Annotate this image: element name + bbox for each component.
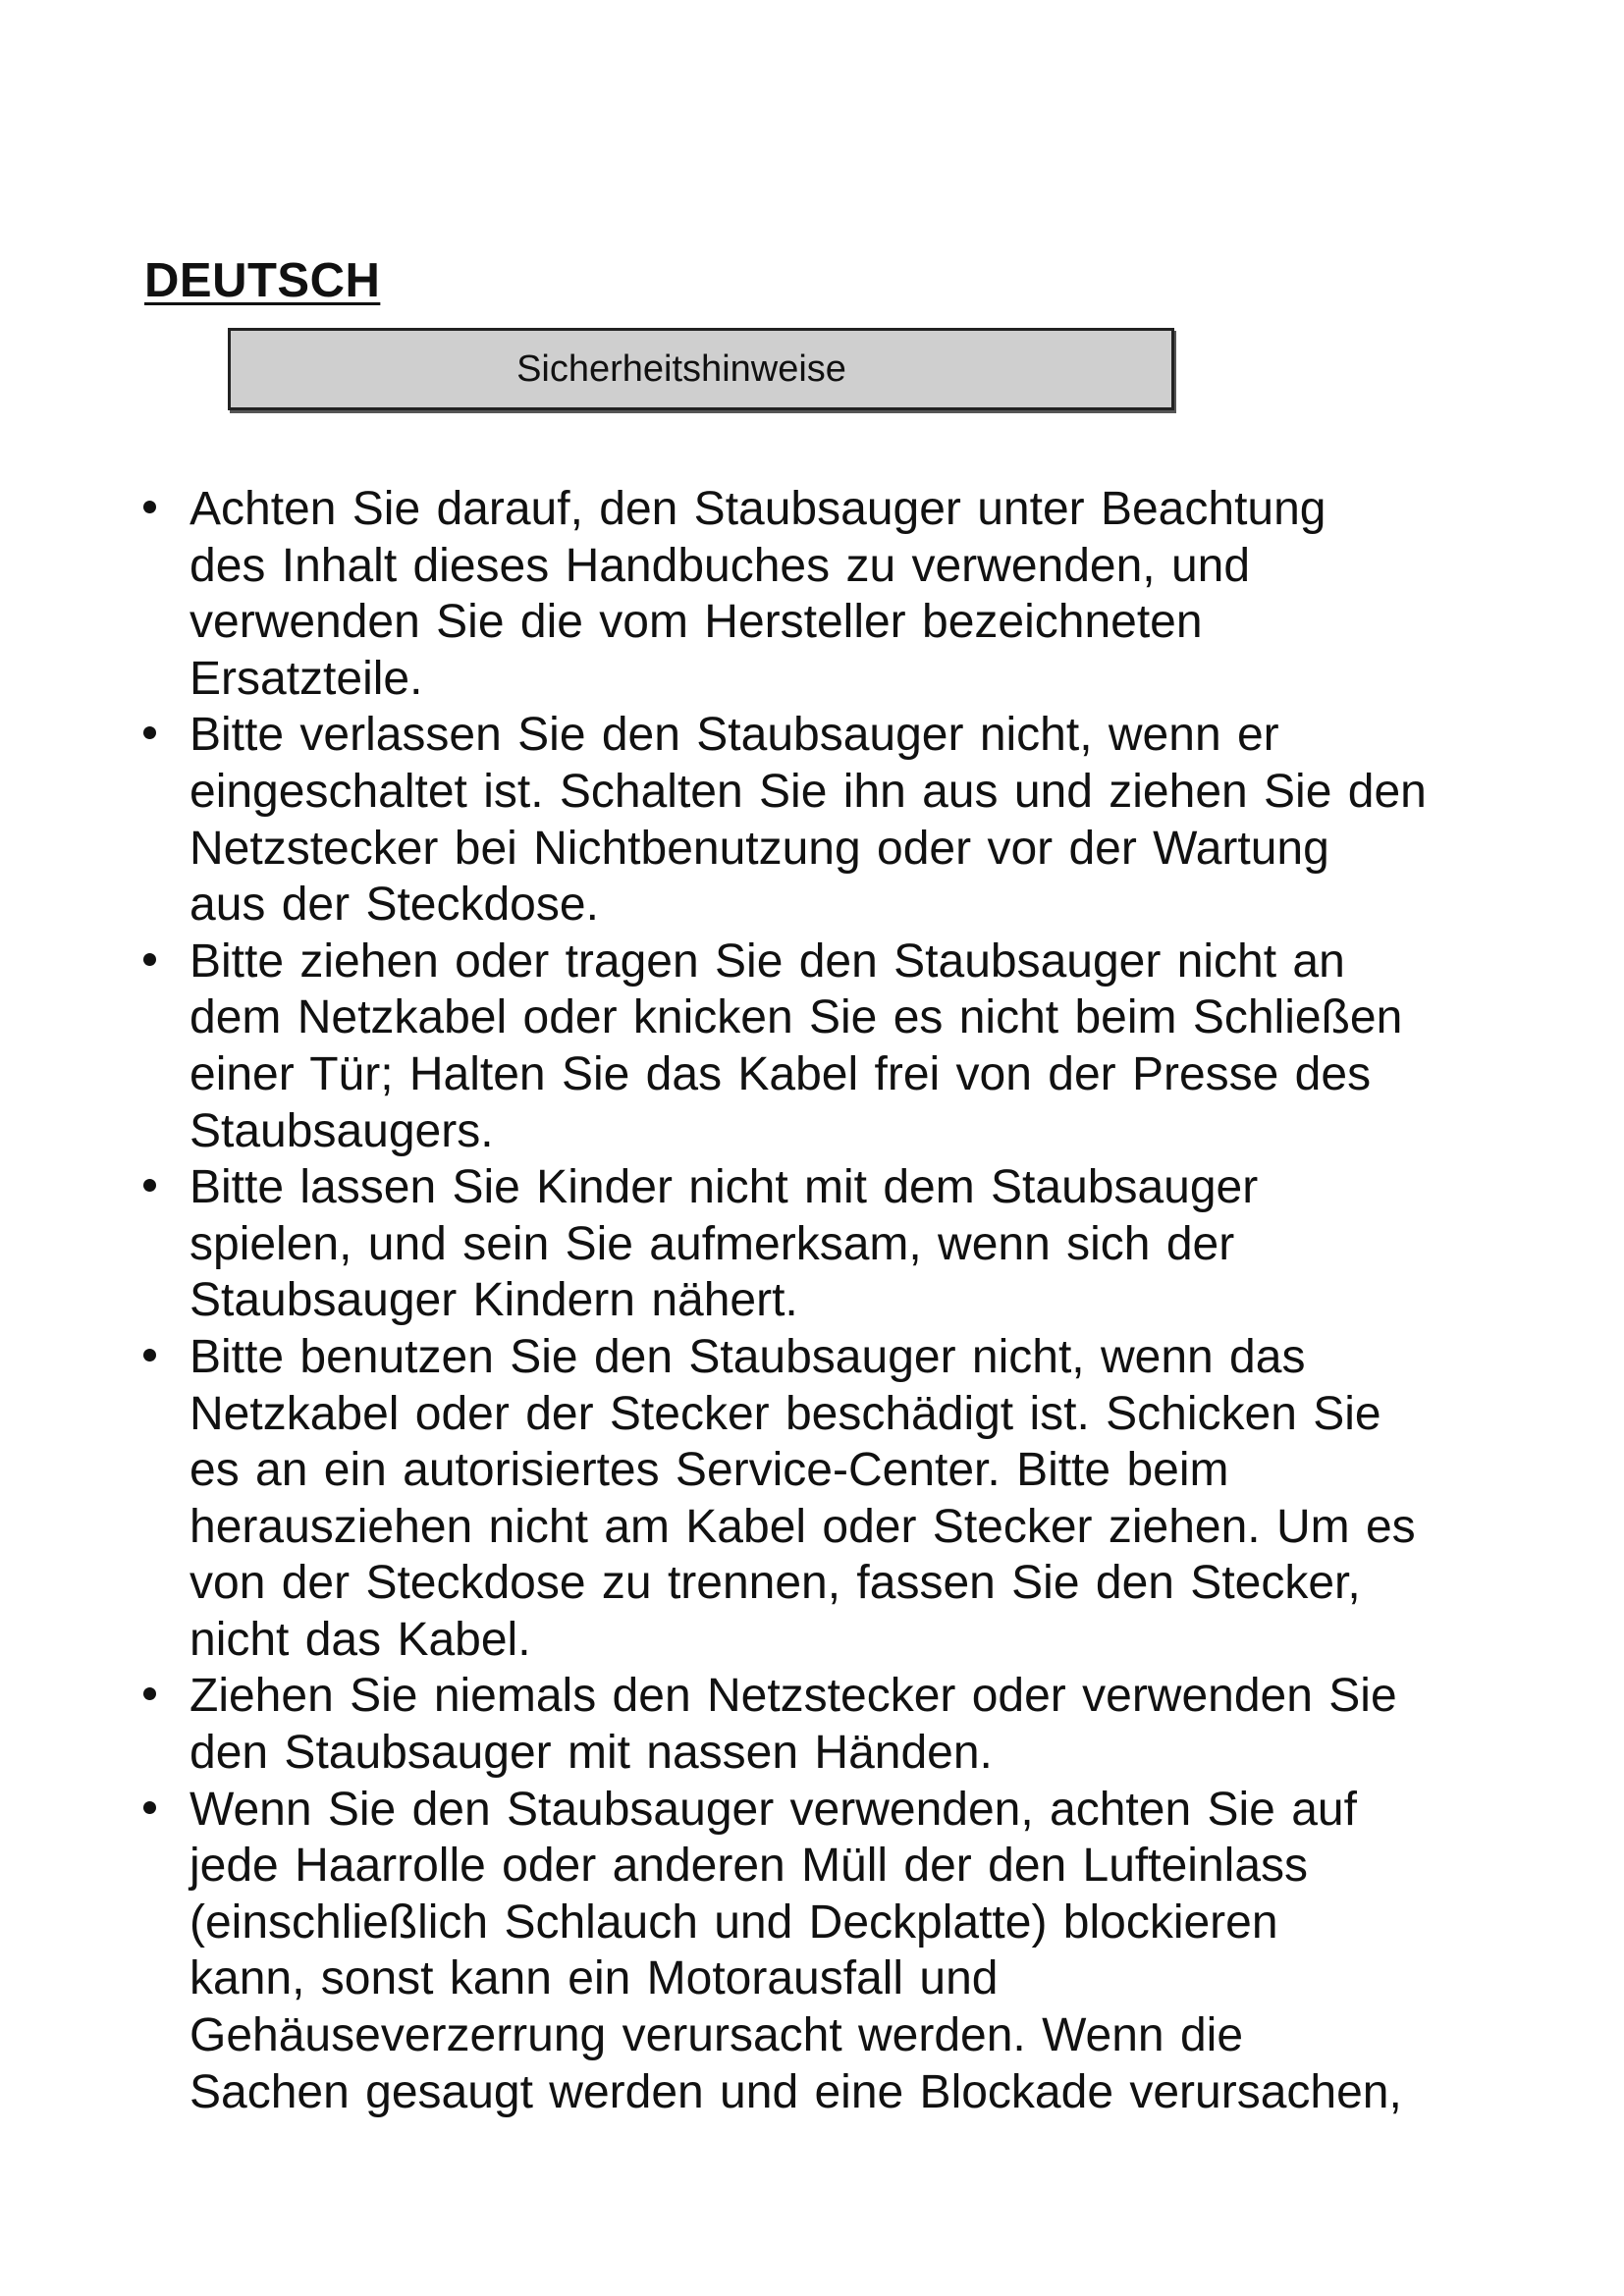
line: herausziehen nicht am Kabel oder Stecker ziehen. Um es (189, 1500, 1416, 1553)
bullet-icon (143, 726, 156, 739)
line: verwenden Sie die vom Hersteller bezeichneten (189, 596, 1203, 649)
list-item (139, 934, 1524, 1159)
line: spielen, und sein Sie aufmerksam, wenn sich der (189, 1217, 1235, 1270)
section-title-box (228, 328, 1174, 410)
line: den Staubsauger mit nassen Händen. (189, 1727, 993, 1780)
language-heading: DEUTSCH (144, 254, 381, 307)
line: Sachen gesaugt werden und eine Blockade verursachen, (189, 2065, 1402, 2118)
line: von der Steckdose zu trennen, fassen Sie den Stecker, (189, 1557, 1361, 1610)
section-title: Sicherheitshinweise (516, 348, 846, 390)
line: einer Tür; Halten Sie das Kabel frei von der Presse des (189, 1047, 1372, 1100)
list-item (139, 1329, 1524, 1669)
line: Netzkabel oder der Stecker beschädigt ist. Schicken Sie (189, 1387, 1381, 1440)
bullet-icon (143, 1801, 156, 1814)
line: Ziehen Sie niemals den Netzstecker oder verwenden Sie (189, 1670, 1397, 1723)
line: Bitte lassen Sie Kinder nicht mit dem Staubsauger (189, 1161, 1259, 1214)
line: Wenn Sie den Staubsauger verwenden, achten Sie auf (189, 1783, 1357, 1836)
line: es an ein autorisiertes Service-Center. Bitte beim (189, 1444, 1229, 1497)
line: Staubsaugers. (189, 1104, 494, 1157)
list-item (139, 481, 1524, 707)
list-item (139, 1159, 1524, 1329)
line: kann, sonst kann ein Motorausfall und (189, 1952, 999, 2005)
bullet-icon (143, 953, 156, 966)
bullet-icon (143, 1687, 156, 1700)
line: aus der Steckdose. (189, 879, 599, 932)
bullet-icon (143, 1179, 156, 1192)
line: dem Netzkabel oder knicken Sie es nicht beim Schließen (189, 991, 1403, 1044)
line: Bitte ziehen oder tragen Sie den Staubsauger nicht an (189, 934, 1345, 988)
list-item (139, 707, 1524, 933)
line: Ersatzteile. (189, 652, 423, 705)
line: Netzstecker bei Nichtbenutzung oder vor der Wartung (189, 822, 1329, 875)
line: Achten Sie darauf, den Staubsauger unter Beachtung (189, 483, 1326, 535)
bullet-icon (143, 501, 156, 513)
list-item (139, 1668, 1524, 1781)
line: jede Haarrolle oder anderen Müll der den Lufteinlass (189, 1840, 1309, 1893)
bullet-icon (143, 1349, 156, 1362)
line: eingeschaltet ist. Schalten Sie ihn aus und ziehen Sie den (189, 765, 1427, 818)
safety-instructions-list (139, 481, 1524, 2120)
line: nicht das Kabel. (189, 1613, 531, 1666)
line: Staubsauger Kindern nähert. (189, 1274, 798, 1327)
line: (einschließlich Schlauch und Deckplatte) blockieren (189, 1896, 1278, 1949)
line: Gehäuseverzerrung verursacht werden. Wenn die (189, 2009, 1244, 2062)
line: Bitte benutzen Sie den Staubsauger nicht, wenn das (189, 1330, 1306, 1383)
line: des Inhalt dieses Handbuches zu verwenden, und (189, 539, 1251, 592)
line: Bitte verlassen Sie den Staubsauger nicht, wenn er (189, 709, 1279, 762)
list-item (139, 1782, 1524, 2121)
